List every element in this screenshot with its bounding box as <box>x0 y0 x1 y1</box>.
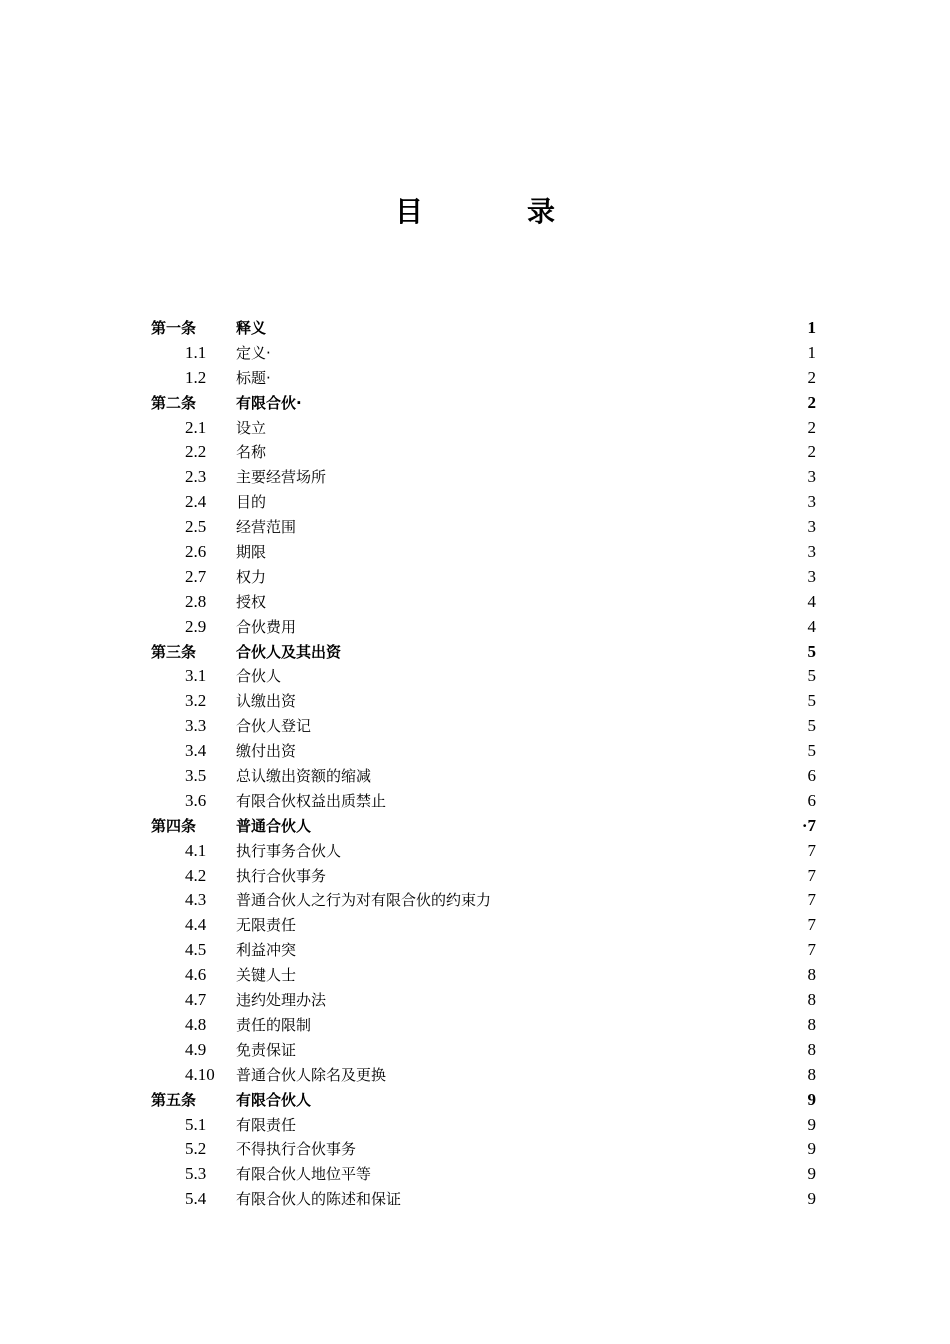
toc-section-row <box>0 341 950 366</box>
toc-entry-number: 第四条 <box>151 816 197 835</box>
toc-section-row <box>0 1137 950 1162</box>
toc-entry-number: 4.10 <box>185 1064 215 1084</box>
toc-section-row <box>0 465 950 490</box>
toc-entry-title: 合伙人 <box>236 667 282 686</box>
toc-entry-page: 4 <box>807 616 816 636</box>
toc-section-row <box>0 689 950 714</box>
toc-entry-title: 经营范围 <box>236 518 297 537</box>
toc-section-row <box>0 416 950 441</box>
toc-section-row <box>0 988 950 1013</box>
toc-entry-title: 合伙人登记 <box>236 717 312 736</box>
toc-entry-page: 2 <box>807 392 816 412</box>
toc-entry-number: 2.7 <box>185 566 207 586</box>
toc-entry-page: 8 <box>807 1039 816 1059</box>
toc-entry-title: 认缴出资 <box>236 692 297 711</box>
page-title: 目 录 <box>394 195 593 228</box>
toc-entry-number: 2.5 <box>185 517 207 537</box>
toc-section-row <box>0 565 950 590</box>
toc-entry-number: 2.6 <box>185 542 207 562</box>
toc-entry-page: 7 <box>807 865 816 885</box>
toc-entry-page: 8 <box>807 965 816 985</box>
toc-entry-number: 5.3 <box>185 1164 207 1184</box>
toc-entry-title: 违约处理办法 <box>236 991 327 1010</box>
toc-entry-number: 4.8 <box>185 1014 207 1034</box>
toc-entry-page: 1 <box>807 342 816 362</box>
toc-entry-page: 3 <box>807 517 816 537</box>
toc-entry-title: 释义 <box>236 319 267 337</box>
toc-entry-number: 3.5 <box>185 766 207 786</box>
toc-entry-page: 9 <box>807 1139 816 1159</box>
toc-entry-number: 3.6 <box>185 790 207 810</box>
toc-chapter-row <box>0 391 950 416</box>
toc-entry-number: 4.6 <box>185 965 207 985</box>
toc-entry-number: 2.4 <box>185 492 207 512</box>
toc-entry-title: 权力 <box>236 567 267 586</box>
toc-entry-page: 7 <box>807 915 816 935</box>
toc-entry-page: 9 <box>807 1089 816 1109</box>
toc-entry-number: 2.8 <box>185 591 207 611</box>
toc-entry-number: 2.9 <box>185 616 207 636</box>
toc-entry-number: 5.1 <box>185 1114 207 1134</box>
toc-entry-page: 7 <box>807 840 816 860</box>
toc-chapter-row <box>0 1088 950 1113</box>
toc-chapter-row <box>0 640 950 665</box>
toc-entry-page: 5 <box>807 716 816 736</box>
toc-entry-number: 5.4 <box>185 1189 207 1209</box>
toc-entry-title: 有限合伙人 <box>236 1090 312 1109</box>
toc-section-row <box>0 1063 950 1088</box>
toc-entry-page: 5 <box>807 691 816 711</box>
toc-entry-title: 无限责任 <box>236 916 297 935</box>
toc-entry-title: 责任的限制 <box>236 1015 312 1034</box>
toc-entry-title: 利益冲突 <box>236 941 297 960</box>
toc-section-row <box>0 490 950 515</box>
toc-section-row <box>0 664 950 689</box>
toc-section-row <box>0 540 950 565</box>
toc-section-row <box>0 764 950 789</box>
toc-entry-title: 名称 <box>236 443 267 462</box>
toc-entry-number: 2.3 <box>185 467 207 487</box>
toc-section-row <box>0 789 950 814</box>
toc-section-row <box>0 615 950 640</box>
toc-section-row <box>0 1013 950 1038</box>
toc-entry-number: 3.1 <box>185 666 207 686</box>
toc-entry-page: 5 <box>807 741 816 761</box>
toc-entry-number: 3.2 <box>185 691 207 711</box>
toc-entry-number: 第三条 <box>151 642 197 661</box>
toc-entry-number: 4.1 <box>185 840 207 860</box>
toc-entry-page: 2 <box>807 367 816 387</box>
toc-entry-number: 4.3 <box>185 890 207 910</box>
toc-section-row <box>0 913 950 938</box>
toc-section-row <box>0 938 950 963</box>
toc-entry-page: 3 <box>807 566 816 586</box>
toc-chapter-row <box>0 316 950 341</box>
toc-section-row <box>0 1187 950 1212</box>
toc-section-row <box>0 440 950 465</box>
toc-entry-page: 3 <box>807 492 816 512</box>
toc-entry-title: 有限合伙人的陈述和保证 <box>236 1190 402 1209</box>
toc-entry-page: 6 <box>807 790 816 810</box>
toc-entry-number: 4.7 <box>185 990 207 1010</box>
toc-entry-page: 9 <box>807 1189 816 1209</box>
table-of-contents <box>0 316 950 1212</box>
toc-entry-number: 1.1 <box>185 342 207 362</box>
toc-entry-page: 6 <box>807 766 816 786</box>
toc-section-row <box>0 963 950 988</box>
toc-entry-title: 有限合伙· <box>236 393 302 412</box>
toc-entry-number: 4.5 <box>185 940 207 960</box>
toc-entry-title: 有限合伙人地位平等 <box>236 1165 372 1184</box>
toc-entry-page: 5 <box>807 641 816 661</box>
toc-section-row <box>0 864 950 889</box>
toc-entry-page: 3 <box>807 467 816 487</box>
toc-section-row <box>0 888 950 913</box>
toc-entry-title: 授权 <box>236 592 267 611</box>
toc-entry-title: 设立 <box>236 418 267 437</box>
toc-entry-number: 4.4 <box>185 915 207 935</box>
toc-entry-page: 8 <box>807 990 816 1010</box>
toc-section-row <box>0 1113 950 1138</box>
toc-entry-title: 执行事务合伙人 <box>236 841 342 860</box>
toc-entry-page: 9 <box>807 1114 816 1134</box>
toc-entry-title: 普通合伙人 <box>236 816 312 835</box>
toc-entry-title: 缴付出资 <box>236 742 297 761</box>
toc-entry-title: 有限合伙权益出质禁止 <box>236 791 387 810</box>
toc-entry-title: 标题· <box>236 368 271 387</box>
toc-entry-number: 3.3 <box>185 716 207 736</box>
toc-entry-number: 3.4 <box>185 741 207 761</box>
toc-entry-page: 3 <box>807 542 816 562</box>
toc-entry-page: 7 <box>807 890 816 910</box>
toc-section-row <box>0 839 950 864</box>
toc-section-row <box>0 515 950 540</box>
toc-entry-number: 第二条 <box>151 393 197 412</box>
toc-section-row <box>0 1038 950 1063</box>
toc-entry-title: 普通合伙人除名及更换 <box>236 1065 387 1084</box>
toc-entry-number: 2.1 <box>185 417 207 437</box>
toc-entry-title: 执行合伙事务 <box>236 866 327 885</box>
toc-entry-title: 目的 <box>236 493 267 512</box>
toc-entry-page: 4 <box>807 591 816 611</box>
toc-entry-number: 1.2 <box>185 367 207 387</box>
toc-entry-number: 4.9 <box>185 1039 207 1059</box>
toc-entry-title: 主要经营场所 <box>236 468 327 487</box>
toc-entry-title: 不得执行合伙事务 <box>236 1140 357 1159</box>
toc-entry-page: 1 <box>807 318 816 337</box>
toc-entry-number: 第一条 <box>151 319 197 337</box>
toc-entry-page: 5 <box>807 666 816 686</box>
toc-entry-number: 4.2 <box>185 865 207 885</box>
toc-entry-title: 总认缴出资额的缩减 <box>236 767 372 786</box>
toc-entry-title: 有限责任 <box>236 1115 297 1134</box>
toc-entry-page: 9 <box>807 1164 816 1184</box>
toc-entry-number: 2.2 <box>185 442 207 462</box>
toc-entry-title: 关键人士 <box>236 966 297 985</box>
toc-section-row <box>0 590 950 615</box>
toc-entry-page: ·7 <box>801 815 816 835</box>
toc-entry-title: 期限 <box>236 543 267 562</box>
toc-chapter-row <box>0 814 950 839</box>
toc-entry-page: 2 <box>807 442 816 462</box>
toc-entry-page: 2 <box>807 417 816 437</box>
toc-entry-title: 定义· <box>236 343 271 362</box>
toc-entry-title: 合伙费用 <box>236 617 297 636</box>
toc-entry-title: 合伙人及其出资 <box>236 642 342 661</box>
toc-entry-page: 8 <box>807 1064 816 1084</box>
toc-section-row <box>0 366 950 391</box>
toc-entry-number: 第五条 <box>151 1090 197 1109</box>
toc-entry-title: 普通合伙人之行为对有限合伙的约束力 <box>236 891 492 910</box>
toc-section-row <box>0 739 950 764</box>
toc-entry-page: 7 <box>807 940 816 960</box>
toc-entry-page: 8 <box>807 1014 816 1034</box>
toc-section-row <box>0 1162 950 1187</box>
toc-entry-title: 免责保证 <box>236 1040 297 1059</box>
toc-section-row <box>0 714 950 739</box>
toc-entry-number: 5.2 <box>185 1139 207 1159</box>
